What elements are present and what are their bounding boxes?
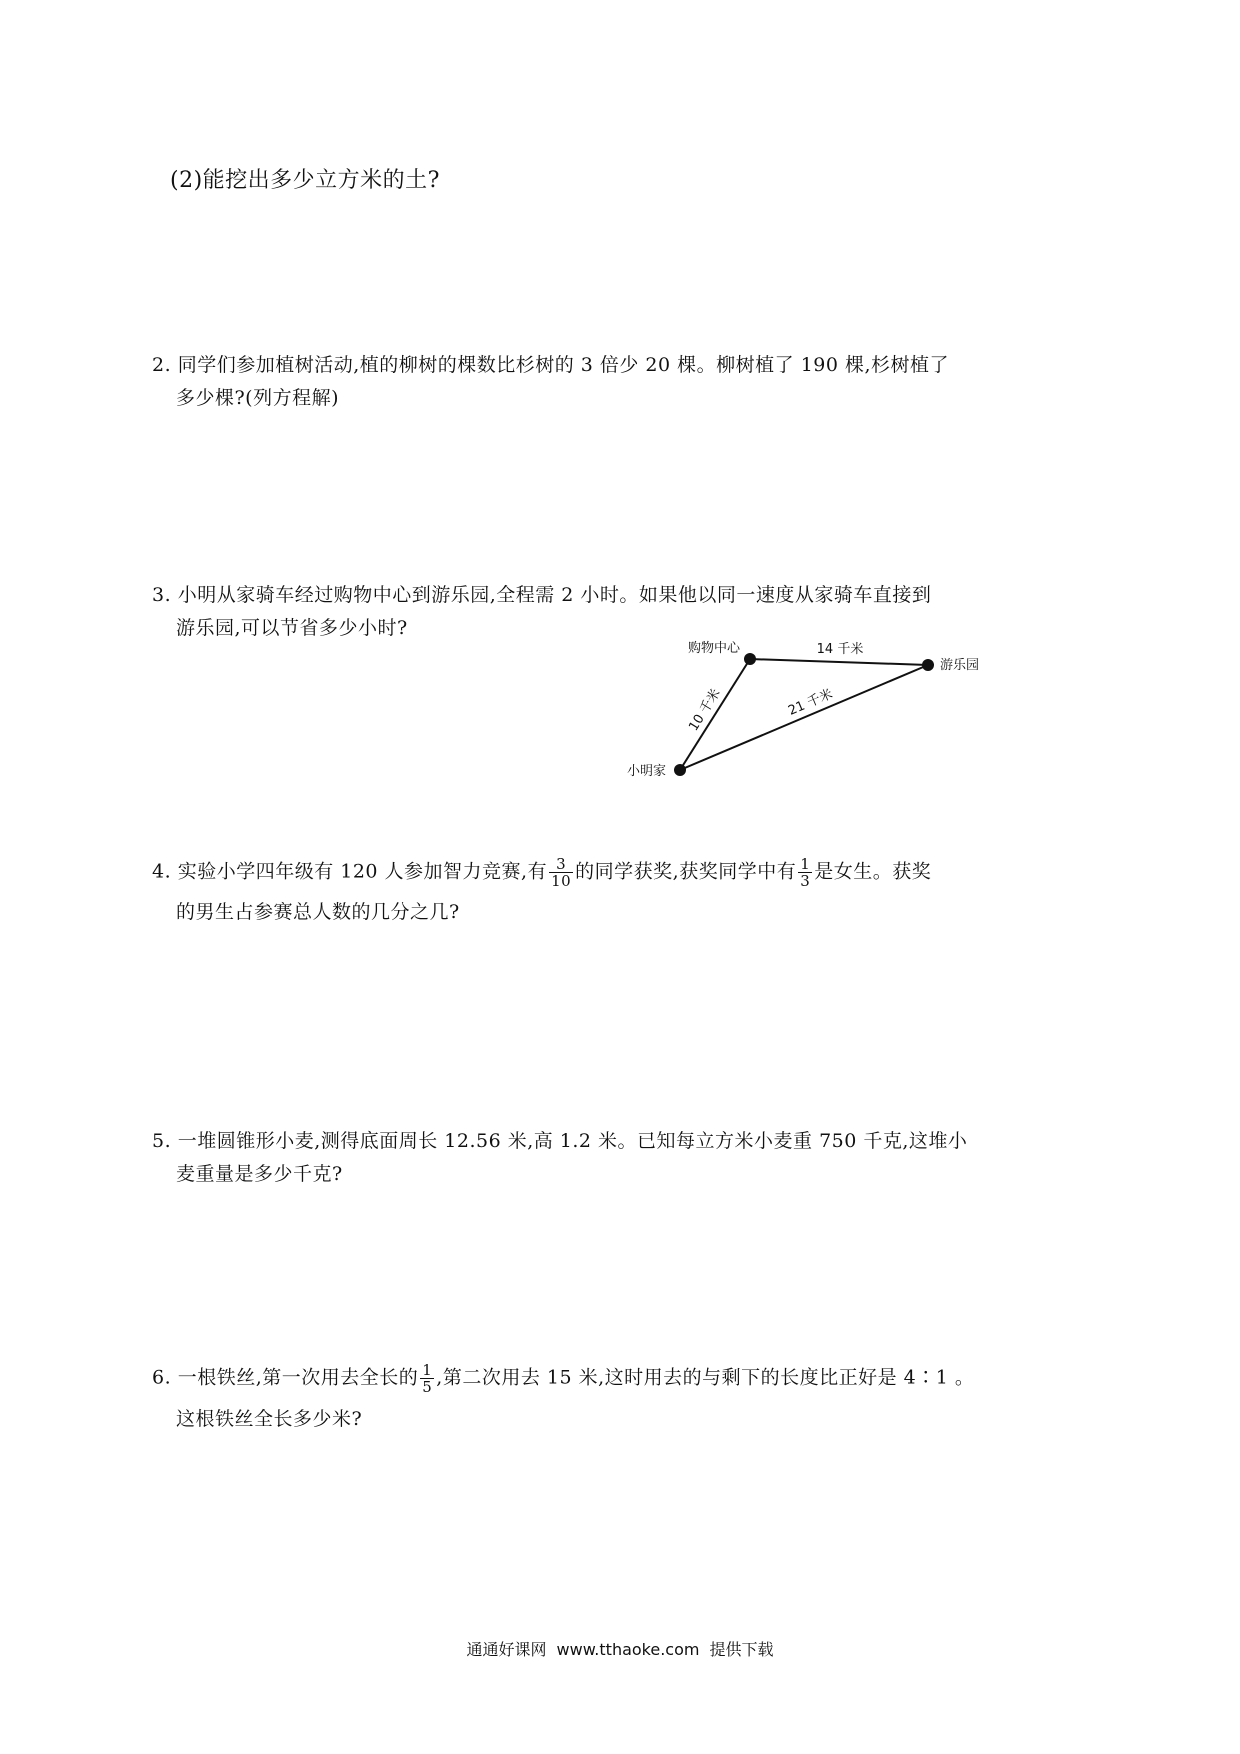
sub-question xyxy=(170,168,440,194)
route-home-to-park xyxy=(680,665,928,770)
question-text-b: ,第二次用去 15 米,这时用去的与剩下的长度比正好是 4∶1 。 xyxy=(436,1366,975,1389)
question-5-line-2: 麦重量是多少千克? xyxy=(176,1163,343,1185)
question-6-line-1 xyxy=(152,1362,974,1395)
question-number: 3. xyxy=(152,584,172,606)
question-number: 2. xyxy=(152,354,172,376)
mall-label: 购物中心 xyxy=(687,641,740,656)
question-4-line-1 xyxy=(152,856,931,889)
park-label: 游乐园 xyxy=(940,658,980,673)
home-point xyxy=(674,764,686,776)
question-text-a: 实验小学四年级有 120 人参加智力竞赛,有 xyxy=(177,860,548,883)
question-4-line-2: 的男生占参赛总人数的几分之几? xyxy=(176,901,460,923)
question-text-b: 的同学获奖,获奖同学中有 xyxy=(575,860,797,883)
distance-home-park: 21 千米 xyxy=(786,686,836,719)
page-footer xyxy=(0,1637,1240,1660)
fraction-one-third: $\frac{1}{3}$ xyxy=(800,855,811,890)
question-text: 一堆圆锥形小麦,测得底面周长 12.56 米,高 1.2 米。已知每立方米小麦重 750 千克,这堆小 xyxy=(177,1130,968,1152)
question-number: 6. xyxy=(152,1366,172,1389)
home-label: 小明家 xyxy=(626,764,666,779)
footer-url: www.tthaoke.com xyxy=(556,1640,700,1659)
question-number: 5. xyxy=(152,1130,172,1152)
fraction-three-tenths: $\frac{3}{10}$ xyxy=(551,855,572,890)
question-number: 4. xyxy=(152,860,172,883)
distance-mall-park: 14 千米 xyxy=(816,642,864,657)
footer-suffix: 提供下载 xyxy=(709,1640,774,1659)
question-text-c: 是女生。获奖 xyxy=(814,860,932,883)
footer-site-name: 通通好课网 xyxy=(466,1640,547,1659)
mall-point xyxy=(744,653,756,665)
question-2-line-1 xyxy=(152,352,949,378)
question-3-line-1 xyxy=(152,582,931,608)
question-2-line-2: 多少棵?(列方程解) xyxy=(176,387,340,409)
distance-home-mall: 10 千米 xyxy=(686,686,724,734)
question-text: 小明从家骑车经过购物中心到游乐园,全程需 2 小时。如果他以同一速度从家骑车直接到 xyxy=(177,584,932,606)
park-point xyxy=(922,659,934,671)
question-text: 同学们参加植树活动,植的柳树的棵数比杉树的 3 倍少 20 棵。柳树植了 190 棵,杉树植了 xyxy=(177,354,950,376)
sub-question-label: (2) xyxy=(170,168,203,193)
route-mall-to-park xyxy=(750,659,928,665)
question-text-a: 一根铁丝,第一次用去全长的 xyxy=(177,1366,419,1389)
fraction-one-fifth: $\frac{1}{5}$ xyxy=(422,1361,433,1396)
route-map-diagram xyxy=(600,630,1030,800)
sub-question-text: 能挖出多少立方米的土? xyxy=(202,168,440,193)
question-6-line-2: 这根铁丝全长多少米? xyxy=(176,1408,363,1430)
route-home-to-mall xyxy=(680,659,750,770)
question-5-line-1 xyxy=(152,1128,967,1154)
question-3-line-2: 游乐园,可以节省多少小时? xyxy=(176,617,408,639)
